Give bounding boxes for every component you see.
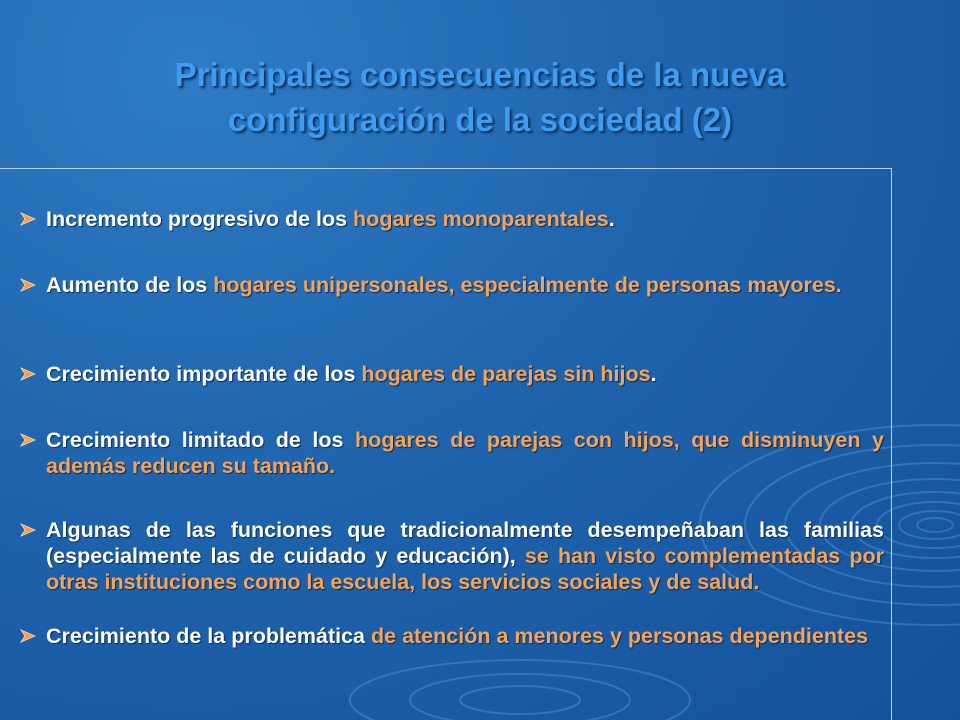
bullet-item [20,361,886,387]
bullet-text-highlight: hogares de parejas sin hijos [361,362,651,386]
bullet-text-part: Algunas de las funciones que tradicionalmente desempeñaban las familias (especialmente las de cuidado y educación), [46,518,884,568]
bullet-text-part: Incremento progresivo de los [46,207,354,231]
bullet-text-highlight: hogares de parejas con hijos, que disminuyen y además reducen su tamaño. [46,428,884,478]
bullet-text-highlight: hogares monoparentales [353,207,609,231]
bullet-text-part: Crecimiento de la problemática [46,624,371,648]
bullet-item [20,517,886,595]
bullet-item [20,427,886,479]
arrow-bullet-icon [20,272,46,292]
bullet-text-part: . [650,362,657,386]
arrow-bullet-icon [20,361,46,381]
arrow-bullet-icon [20,427,46,447]
bullet-text [46,427,884,479]
bullet-text-part: Crecimiento limitado de los [46,428,356,452]
bullet-item [20,206,886,232]
bullet-text-highlight: se han visto complementadas por otras instituciones como la escuela, los servicios sociales y de salud. [46,544,884,594]
bullet-text [46,361,884,387]
bullet-text [46,517,884,595]
bullet-text [46,272,884,298]
bullet-text-part: Crecimiento importante de los [46,362,362,386]
bullet-text [46,623,884,649]
slide-title-line-1: Principales consecuencias de la nueva [174,56,786,93]
bullet-text-part: . [608,207,615,231]
slide-title [60,52,900,142]
arrow-bullet-icon [20,623,46,643]
bullet-item [20,623,886,649]
slide-title-line-2: configuración de la sociedad (2) [227,101,733,138]
bullet-text-highlight: hogares unipersonales, especialmente de personas mayores. [213,273,842,297]
bullet-text-highlight: de atención a menores y personas dependientes [371,624,869,648]
bullet-text [46,206,884,232]
arrow-bullet-icon [20,517,46,537]
bullet-item [20,272,886,298]
arrow-bullet-icon [20,206,46,226]
bullet-text-part: Aumento de los [46,273,214,297]
